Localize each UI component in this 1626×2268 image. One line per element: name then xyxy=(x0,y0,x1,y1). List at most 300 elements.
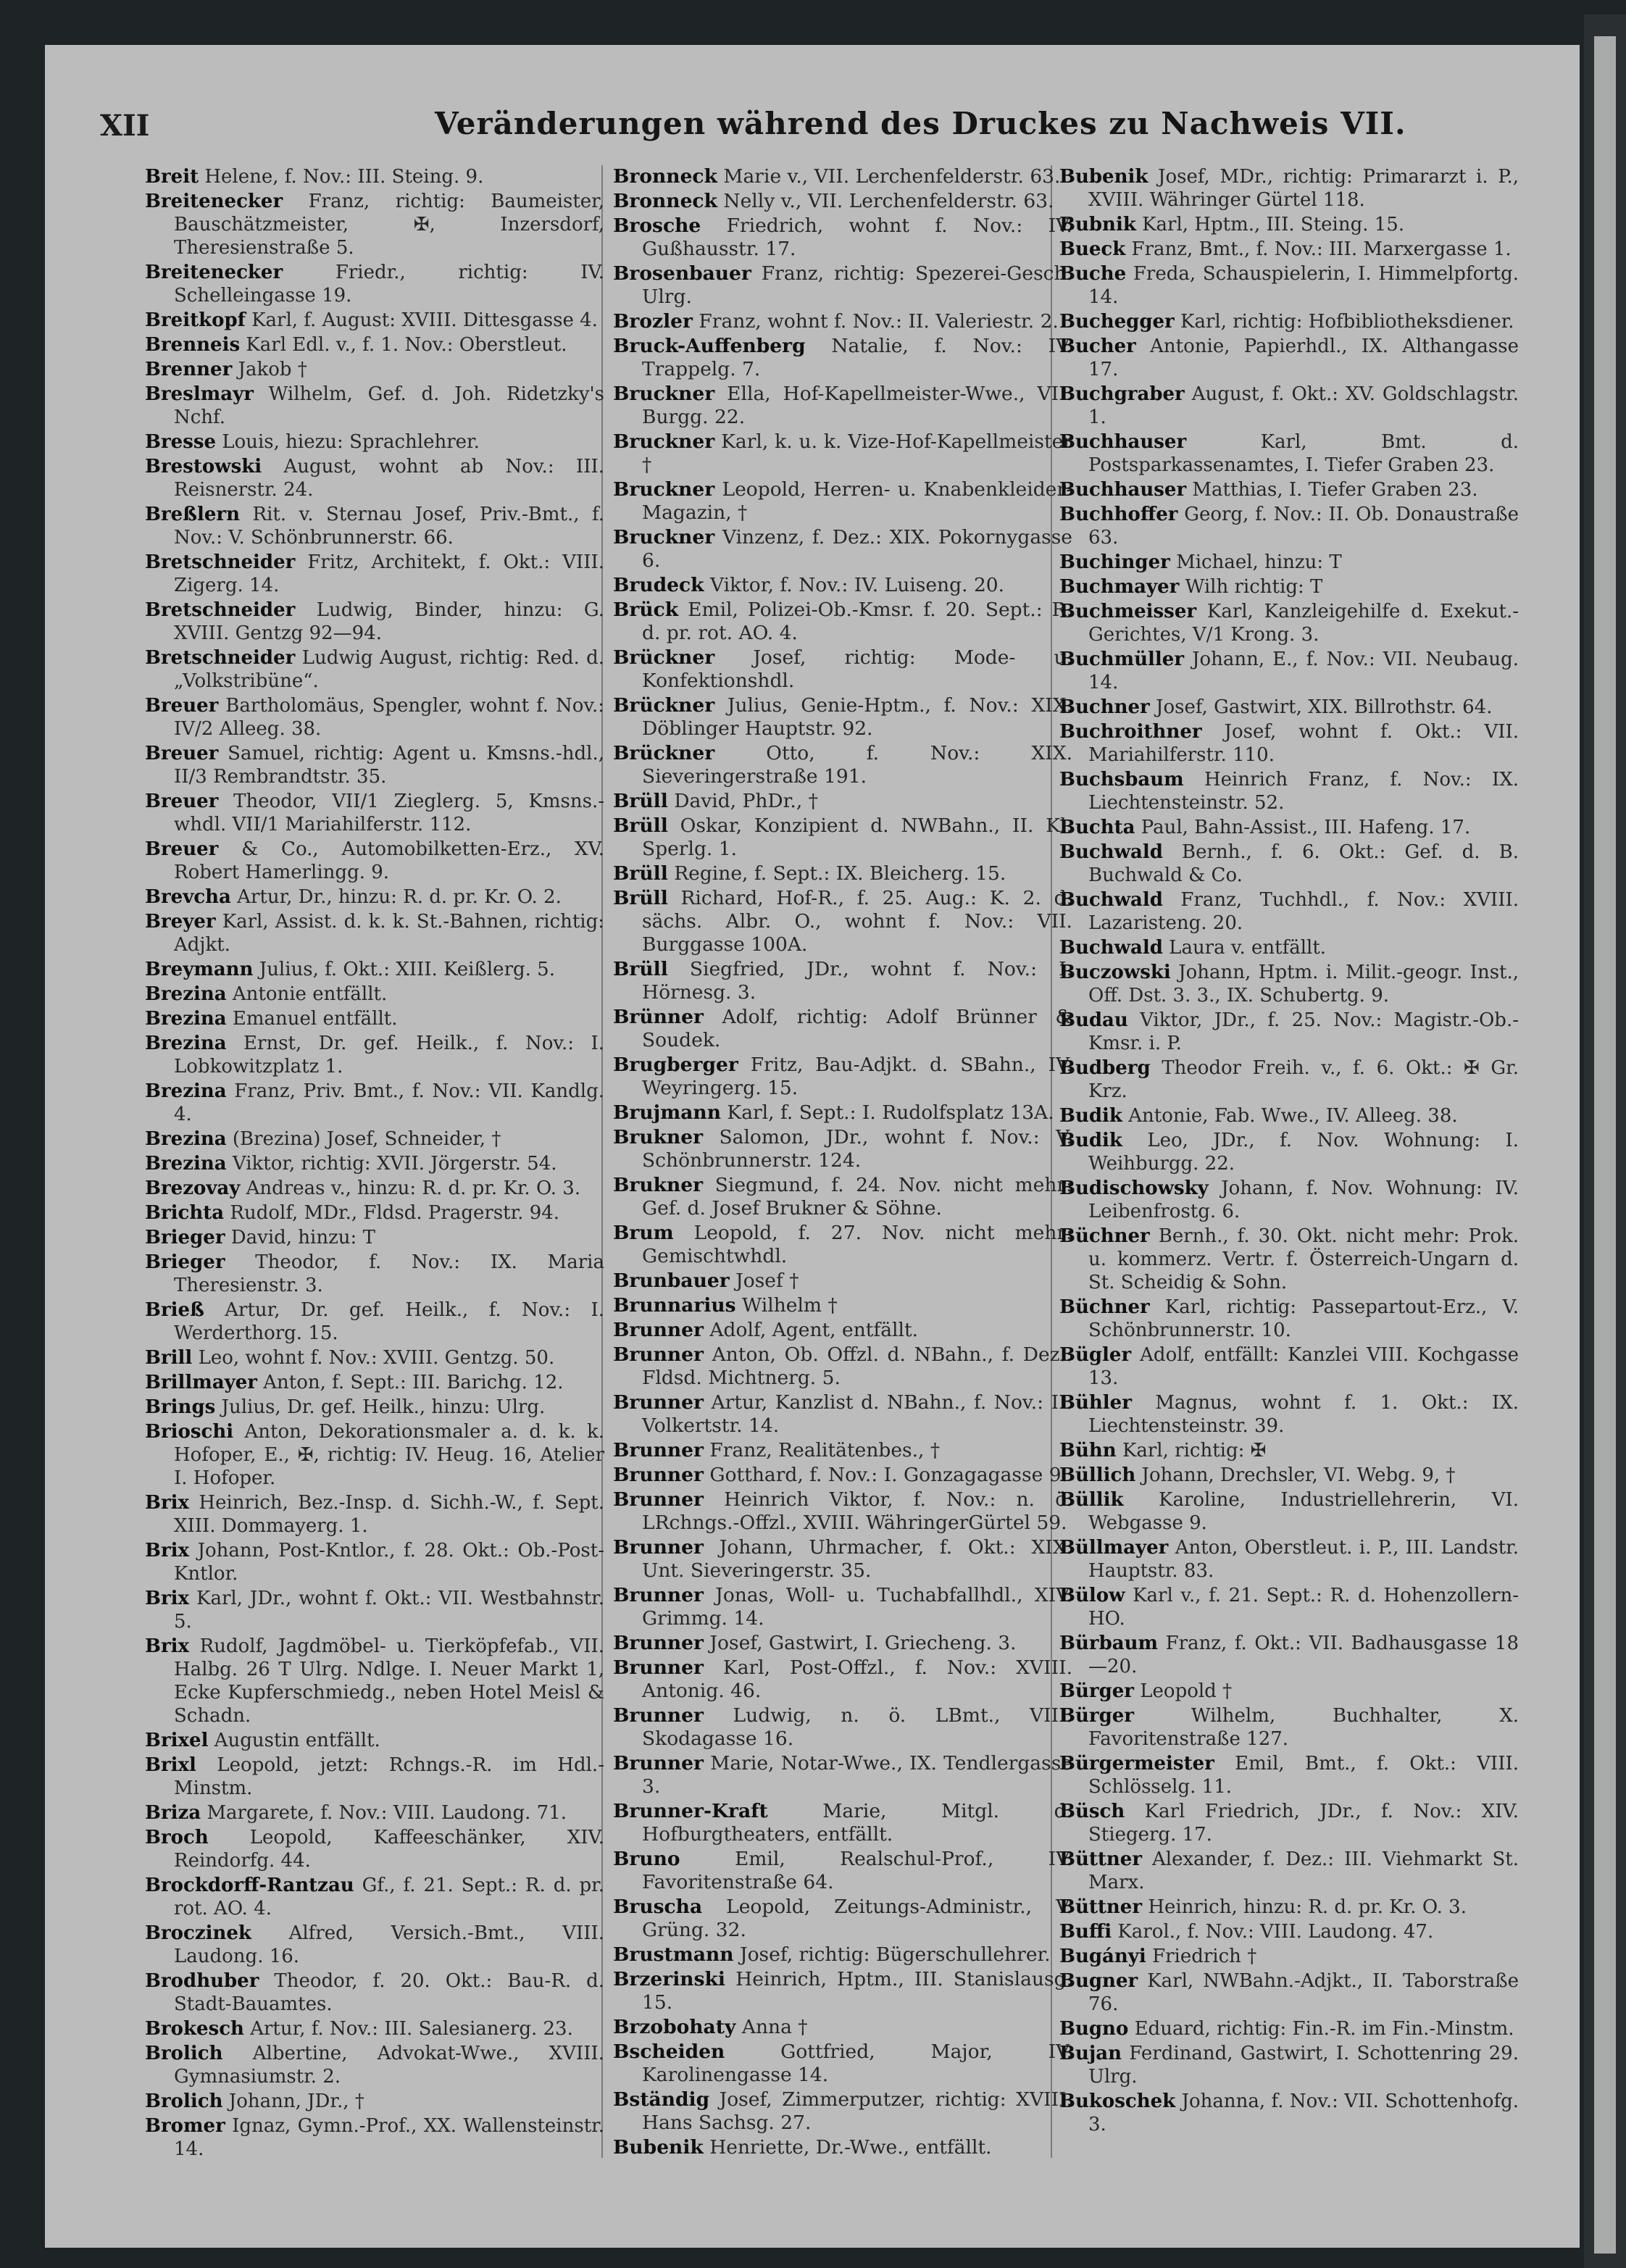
entry-details: Gotthard, f. Nov.: I. Gonzagagasse 9. xyxy=(709,1464,1068,1486)
entry-details: Karl, richtig: Passepartout-Erz., V. Schönbrunnerstr. 10. xyxy=(1088,1296,1519,1341)
entry-details: Karl, JDr., wohnt f. Okt.: VII. Westbahnstr. 5. xyxy=(174,1588,604,1633)
directory-entry xyxy=(1059,1536,1519,1583)
entry-surname: Brüll xyxy=(613,862,668,885)
directory-entry xyxy=(613,1896,1072,1942)
entry-details: Franz, Tuchhdl., f. Nov.: XVIII. Lazaristeng. 20. xyxy=(1088,889,1519,934)
entry-details: Marie v., VII. Lerchenfelderstr. 63. xyxy=(723,165,1061,188)
entry-details: Vinzenz, f. Dez.: XIX. Pokornygasse 6. xyxy=(642,526,1072,572)
entry-surname: Buchinger xyxy=(1059,551,1170,573)
entry-surname: Brudeck xyxy=(613,574,704,596)
entry-surname: Bubenik xyxy=(613,2136,704,2159)
directory-entry xyxy=(613,1101,1072,1125)
next-page-edge xyxy=(1594,36,1616,2254)
directory-entry xyxy=(1059,1752,1519,1798)
entry-details: Viktor, JDr., f. 25. Nov.: Magistr.-Ob.-Kmsr. i. P. xyxy=(1088,1009,1519,1054)
entry-details: Leopold, Zeitungs-Administr., V. Grüng. 32. xyxy=(642,1896,1072,1941)
entry-details: Jonas, Woll- u. Tuchabfallhdl., XIV. Grimmg. 14. xyxy=(642,1584,1072,1630)
entry-surname: Brix xyxy=(145,1492,190,1514)
directory-entry xyxy=(1059,335,1519,381)
directory-entry xyxy=(613,430,1072,477)
directory-entry xyxy=(145,261,604,307)
directory-entry xyxy=(613,790,1072,813)
entry-surname: Buchgraber xyxy=(1059,383,1185,405)
entry-details: Josef † xyxy=(735,1270,799,1292)
directory-entry xyxy=(145,2114,604,2161)
entry-surname: Brüll xyxy=(613,790,668,812)
entry-surname: Buchta xyxy=(1059,817,1135,838)
entry-details: Josef, MDr., richtig: Primararzt i. P., XVIII. Währinger Gürtel 118. xyxy=(1088,166,1519,211)
directory-entry xyxy=(145,551,604,597)
directory-entry xyxy=(613,1391,1072,1438)
entry-surname: Bresse xyxy=(145,431,217,453)
entry-surname: Brixel xyxy=(145,1730,209,1751)
entry-details: Antonie, Fab. Wwe., IV. Alleeg. 38. xyxy=(1128,1105,1458,1127)
directory-entry xyxy=(145,165,604,188)
directory-entry xyxy=(1059,213,1519,236)
entry-surname: Brosenbauer xyxy=(613,262,751,285)
entry-surname: Bukoschek xyxy=(1059,2090,1176,2112)
entry-surname: Brüll xyxy=(613,958,668,980)
entry-details: Karl, NWBahn.-Adjkt., II. Taborstraße 76. xyxy=(1088,1970,1519,2015)
entry-details: Karl, Assist. d. k. k. St.-Bahnen, richtig: Adjkt. xyxy=(174,911,605,956)
entry-surname: Brillmayer xyxy=(145,1372,258,1393)
directory-entry xyxy=(1059,1056,1519,1103)
entry-surname: Brunner xyxy=(613,1464,704,1486)
entry-details: Oskar, Konzipient d. NWBahn., II. Kl. Sperlg. 1. xyxy=(642,814,1072,860)
entry-surname: Bürger xyxy=(1059,1680,1134,1702)
entry-details: Franz, f. Okt.: VII. Badhausgasse 18—20. xyxy=(1088,1633,1519,1677)
entry-details: Wilhelm, Gef. d. Joh. Ridetzky's Nchf. xyxy=(174,383,605,428)
entry-details: Karl, k. u. k. Vize-Hof-Kapellmeister † xyxy=(642,430,1072,476)
entry-details: Artur, Kanzlist d. NBahn., f. Nov.: II. Volkertstr. 14. xyxy=(642,1391,1072,1437)
entry-details: David, hinzu: T xyxy=(230,1227,375,1248)
entry-details: Emil, Polizei-Ob.-Kmsr. f. 20. Sept.: R. d. pr. rot. AO. 4. xyxy=(642,599,1072,644)
entry-details: Friedrich † xyxy=(1152,1946,1257,1967)
entry-surname: Brieger xyxy=(145,1227,225,1248)
directory-entry xyxy=(145,1922,604,1968)
directory-entry xyxy=(145,1826,604,1872)
directory-entry xyxy=(145,190,604,259)
directory-entry xyxy=(613,1968,1072,2014)
entry-surname: Bruckner xyxy=(613,430,715,453)
entry-surname: Brenner xyxy=(145,359,233,380)
directory-entry xyxy=(145,333,604,357)
entry-details: Eduard, richtig: Fin.-R. im Fin.-Minstm. xyxy=(1134,2018,1514,2040)
entry-surname: Brunner-Kraft xyxy=(613,1800,768,1822)
directory-entry xyxy=(145,1420,604,1490)
entry-details: Josef, wohnt f. Okt.: VII. Mariahilferstr. 110. xyxy=(1088,721,1519,766)
directory-entry xyxy=(613,1270,1072,1293)
entry-details: Ernst, Dr. gef. Heilk., f. Nov.: I. Lobkowitzplatz 1. xyxy=(174,1033,604,1077)
entry-surname: Briza xyxy=(145,1802,201,1824)
directory-entry xyxy=(1059,1800,1519,1846)
entry-surname: Budischowsky xyxy=(1059,1177,1209,1199)
entry-surname: Buchner xyxy=(1059,696,1150,718)
entry-surname: Büchner xyxy=(1059,1296,1150,1318)
entry-details: Heinrich Viktor, f. Nov.: n. ö. LRchngs.-Offzl., XVIII. WähringerGürtel 59. xyxy=(642,1488,1072,1534)
directory-entry xyxy=(1059,1632,1519,1678)
entry-details: Heinrich, hinzu: R. d. pr. Kr. O. 3. xyxy=(1148,1896,1467,1918)
entry-surname: Brukner xyxy=(613,1126,704,1148)
entry-surname: Brings xyxy=(145,1396,216,1418)
entry-surname: Brenneis xyxy=(145,334,241,356)
directory-entry xyxy=(1059,383,1519,429)
entry-details: Anton, Oberstleut. i. P., III. Landstr. Hauptstr. 83. xyxy=(1088,1537,1519,1582)
entry-details: Johanna, f. Nov.: VII. Schottenhofg. 3. xyxy=(1088,2090,1519,2135)
directory-entry xyxy=(145,430,604,454)
directory-entry xyxy=(145,1635,604,1727)
entry-details: Johann, Drechsler, VI. Webg. 9, † xyxy=(1141,1464,1456,1486)
directory-entry xyxy=(145,503,604,549)
entry-details: Ludwig, Binder, hinzu: G. XVIII. Gentzg 92—94. xyxy=(174,599,604,644)
directory-entry xyxy=(1059,1969,1519,2016)
entry-details: Karl, Kanzleigehilfe d. Exekut.-Gerichtes, V/1 Krong. 3. xyxy=(1088,601,1519,646)
directory-entry xyxy=(145,1754,604,1800)
directory-entry xyxy=(613,862,1072,885)
entry-surname: Breuer xyxy=(145,791,219,812)
directory-entry xyxy=(613,1126,1072,1172)
directory-entry xyxy=(1059,1177,1519,1223)
entry-details: Paul, Bahn-Assist., III. Hafeng. 17. xyxy=(1141,817,1471,838)
entry-surname: Bscheiden xyxy=(613,2040,725,2063)
entry-surname: Brix xyxy=(145,1588,190,1609)
entry-details: Karl, Post-Offzl., f. Nov.: XVIII. Antonig. 46. xyxy=(642,1656,1072,1702)
entry-details: Leopold, f. 27. Nov. nicht mehr: Gemischtwhdl. xyxy=(642,1222,1072,1267)
entry-surname: Buchegger xyxy=(1059,311,1175,333)
directory-entry xyxy=(613,958,1072,1004)
directory-entry xyxy=(613,165,1072,188)
directory-entry xyxy=(1059,888,1519,935)
entry-surname: Büchner xyxy=(1059,1225,1150,1247)
directory-entry xyxy=(145,742,604,788)
entry-surname: Brichta xyxy=(145,1202,225,1224)
entry-surname: Bronneck xyxy=(613,165,717,188)
directory-entry xyxy=(1059,1296,1519,1342)
entry-surname: Brunner xyxy=(613,1656,704,1679)
entry-details: Johann, Hptm. i. Milit.-geogr. Inst., Off. Dst. 3. 3., IX. Schubertg. 9. xyxy=(1088,962,1519,1006)
entry-details: Anton, f. Sept.: III. Barichg. 12. xyxy=(263,1372,564,1393)
directory-entry xyxy=(1059,1009,1519,1055)
entry-surname: Bürger xyxy=(1059,1705,1134,1727)
entry-surname: Brezina xyxy=(145,1080,227,1102)
directory-entry xyxy=(1059,768,1519,814)
directory-entry xyxy=(613,574,1072,597)
entry-details: Helene, f. Nov.: III. Steing. 9. xyxy=(204,166,484,188)
page-title: Veränderungen während des Druckes zu Nachweis VII. xyxy=(435,106,1406,141)
directory-entry xyxy=(613,383,1072,429)
entry-surname: Brestowski xyxy=(145,456,262,478)
directory-entry xyxy=(1059,720,1519,767)
directory-entry xyxy=(145,358,604,381)
entry-surname: Bronneck xyxy=(613,190,717,212)
entry-details: Karl Friedrich, JDr., f. Nov.: XIV. Stiegerg. 17. xyxy=(1088,1801,1519,1846)
directory-entry xyxy=(1059,816,1519,839)
directory-entry xyxy=(1059,648,1519,694)
column-1 xyxy=(145,165,604,2162)
entry-surname: Brieger xyxy=(145,1251,225,1273)
directory-entry xyxy=(145,1371,604,1394)
entry-surname: Broczinek xyxy=(145,1922,251,1944)
directory-entry xyxy=(613,1222,1072,1268)
directory-entry xyxy=(1059,2042,1519,2088)
entry-details: Karl, f. Sept.: I. Rudolfsplatz 13A. xyxy=(727,1101,1054,1124)
entry-details: Leopold, jetzt: Rchngs.-R. im Hdl.-Minstm. xyxy=(174,1754,604,1799)
entry-details: Johann, Post-Kntlor., f. 28. Okt.: Ob.-Post-Kntlor. xyxy=(174,1540,604,1585)
directory-entry xyxy=(1059,1848,1519,1894)
entry-surname: Bubnik xyxy=(1059,214,1136,235)
directory-entry xyxy=(613,2088,1072,2135)
entry-surname: Brückner xyxy=(613,742,715,764)
entry-details: Franz, Priv. Bmt., f. Nov.: VII. Kandlg. 4. xyxy=(174,1080,604,1125)
entry-surname: Brolich xyxy=(145,2090,223,2112)
directory-entry xyxy=(1059,1439,1519,1462)
entry-surname: Bruno xyxy=(613,1848,680,1870)
entry-details: Louis, hiezu: Sprachlehrer. xyxy=(222,431,480,453)
directory-entry xyxy=(145,1226,604,1249)
entry-surname: Brunner xyxy=(613,1391,704,1414)
entry-details: Samuel, richtig: Agent u. Kmsns.-hdl., II/3 Rembrandtstr. 35. xyxy=(174,743,605,788)
entry-details: Antonie entfällt. xyxy=(232,983,388,1005)
directory-entry xyxy=(1059,310,1519,333)
entry-surname: Broch xyxy=(145,1827,209,1848)
entry-surname: Brezovay xyxy=(145,1177,241,1199)
entry-details: Wilhelm, Buchhalter, X. Favoritenstraße 127. xyxy=(1088,1705,1519,1750)
entry-details: Albertine, Advokat-Wwe., XVIII. Gymnasiumstr. 2. xyxy=(174,2043,605,2088)
entry-surname: Brüll xyxy=(613,814,668,837)
directory-entry xyxy=(613,1704,1072,1751)
directory-entry xyxy=(613,1054,1072,1100)
entry-surname: Breuer xyxy=(145,743,219,764)
directory-entry xyxy=(613,1439,1072,1462)
entry-details: Ludwig, n. ö. LBmt., VIII. Skodagasse 16. xyxy=(642,1704,1072,1750)
entry-surname: Bruckner xyxy=(613,478,715,501)
directory-entry xyxy=(613,646,1072,693)
entry-details: Heinrich, Hptm., III. Stanislausg. 15. xyxy=(642,1968,1072,2014)
directory-entry xyxy=(145,1007,604,1030)
entry-surname: Bruscha xyxy=(613,1896,703,1918)
entry-details: Franz, richtig: Spezerei-Gesch. Ulrg. xyxy=(642,262,1072,308)
entry-details: August, f. Okt.: XV. Goldschlagstr. 1. xyxy=(1088,383,1519,428)
entry-details: Bernh., f. 30. Okt. nicht mehr: Prok. u. kommerz. Vertr. f. Österreich-Ungarn d. St. Scheidig & Sohn. xyxy=(1088,1225,1519,1293)
directory-entry xyxy=(1059,1680,1519,1703)
entry-surname: Bühler xyxy=(1059,1392,1132,1414)
entry-details: Rit. v. Sternau Josef, Priv.-Bmt., f. Nov.: V. Schönbrunnerstr. 66. xyxy=(174,504,604,549)
directory-entry xyxy=(145,383,604,429)
entry-details: Siegmund, f. 24. Nov. nicht mehr: Gef. d. Josef Brukner & Söhne. xyxy=(642,1174,1072,1220)
entry-details: Andreas v., hinzu: R. d. pr. Kr. O. 3. xyxy=(246,1177,581,1199)
directory-entry xyxy=(145,2042,604,2088)
entry-surname: Brunnarius xyxy=(613,1294,736,1317)
directory-entry xyxy=(613,1536,1072,1583)
entry-surname: Brum xyxy=(613,1222,674,1244)
entry-details: Viktor, richtig: XVII. Jörgerstr. 54. xyxy=(232,1153,557,1175)
entry-details: Adolf, richtig: Adolf Brünner & Soudek. xyxy=(642,1006,1072,1051)
directory-entry xyxy=(145,2017,604,2040)
entry-surname: Brezina xyxy=(145,1128,227,1150)
entry-surname: Brunbauer xyxy=(613,1270,730,1292)
entry-details: Leopold, Herren- u. Knabenkleider-Magazin, † xyxy=(642,478,1072,524)
entry-surname: Bugányi xyxy=(1059,1946,1146,1967)
page-folio: XII xyxy=(100,109,150,143)
entry-details: Ludwig August, richtig: Red. d. „Volkstribüne“. xyxy=(174,647,605,692)
entry-details: Alfred, Versich.-Bmt., VIII. Laudong. 16. xyxy=(174,1922,605,1967)
entry-details: Karl, richtig: ✠ xyxy=(1122,1440,1267,1462)
entry-details: Karoline, Industriellehrerin, VI. Webgasse 9. xyxy=(1088,1489,1519,1534)
directory-entry xyxy=(1059,936,1519,959)
directory-entry xyxy=(145,958,604,981)
entry-surname: Brezina xyxy=(145,1153,227,1175)
entry-surname: Breuer xyxy=(145,695,219,717)
directory-entry xyxy=(613,2136,1072,2159)
entry-surname: Buczowski xyxy=(1059,962,1171,983)
entry-surname: Bujan xyxy=(1059,2043,1122,2064)
entry-surname: Brix xyxy=(145,1540,190,1562)
directory-entry xyxy=(1059,575,1519,599)
entry-details: Artur, f. Nov.: III. Salesianerg. 23. xyxy=(250,2018,573,2040)
entry-details: Rudolf, MDr., Fldsd. Pragerstr. 94. xyxy=(230,1202,560,1224)
entry-surname: Büllmayer xyxy=(1059,1537,1169,1559)
entry-surname: Brunner xyxy=(613,1752,704,1775)
directory-entry xyxy=(1059,2017,1519,2040)
directory-entry xyxy=(613,1632,1072,1655)
entry-surname: Bruckner xyxy=(613,383,715,405)
entry-surname: Buchmeisser xyxy=(1059,601,1197,622)
entry-details: Marie, Notar-Wwe., IX. Tendlergasse 3. xyxy=(642,1752,1072,1798)
entry-details: Johann, f. Nov. Wohnung: IV. Leibenfrostg. 6. xyxy=(1088,1177,1519,1222)
entry-surname: Buchhoffer xyxy=(1059,504,1178,525)
directory-entry xyxy=(613,214,1072,261)
entry-surname: Brukner xyxy=(613,1174,704,1196)
entry-surname: Buchhauser xyxy=(1059,479,1187,501)
entry-surname: Brezina xyxy=(145,983,227,1005)
entry-surname: Breuer xyxy=(145,838,219,860)
directory-entry xyxy=(145,599,604,645)
entry-details: Richard, Hof-R., f. 25. Aug.: K. 2. d. sächs. Albr. O., wohnt f. Nov.: VII. Burggasse 100A. xyxy=(642,887,1072,956)
entry-surname: Brolich xyxy=(145,2043,223,2064)
entry-details: Julius, Dr. gef. Heilk., hinzu: Ulrg. xyxy=(221,1396,546,1418)
entry-surname: Breymann xyxy=(145,959,254,980)
entry-details: Salomon, JDr., wohnt f. Nov.: V. Schönbrunnerstr. 124. xyxy=(642,1126,1072,1172)
entry-surname: Budik xyxy=(1059,1105,1122,1127)
directory-entry xyxy=(145,1587,604,1633)
entry-surname: Brunner xyxy=(613,1584,704,1606)
entry-details: Ignaz, Gymn.-Prof., XX. Wallensteinstr. 14. xyxy=(174,2115,604,2160)
directory-entry xyxy=(145,1801,604,1825)
entry-surname: Bruck-Auffenberg xyxy=(613,335,806,357)
entry-surname: Bügler xyxy=(1059,1344,1132,1366)
entry-surname: Breyer xyxy=(145,911,216,933)
entry-surname: Bugno xyxy=(1059,2018,1129,2040)
directory-entry xyxy=(145,1396,604,1419)
entry-surname: Brünner xyxy=(613,1006,704,1028)
directory-entry xyxy=(145,2090,604,2113)
entry-details: Leo, wohnt f. Nov.: XVIII. Gentzg. 50. xyxy=(198,1347,555,1369)
entry-details: Leopold, Kaffeeschänker, XIV. Reindorfg. 44. xyxy=(174,1827,604,1872)
directory-entry xyxy=(613,2016,1072,2039)
directory-entry xyxy=(613,1464,1072,1487)
directory-entry xyxy=(1059,503,1519,549)
directory-entry xyxy=(1059,841,1519,887)
entry-surname: Bucher xyxy=(1059,335,1136,357)
directory-entry xyxy=(145,1298,604,1345)
entry-surname: Bretschneider xyxy=(145,599,296,621)
directory-entry xyxy=(145,455,604,501)
directory-entry xyxy=(613,1488,1072,1535)
entry-surname: Brix xyxy=(145,1635,190,1657)
entry-details: Friedrich, wohnt f. Nov.: IV. Gußhausstr. 17. xyxy=(642,214,1072,260)
entry-surname: Brugberger xyxy=(613,1054,738,1076)
entry-surname: Brezina xyxy=(145,1008,227,1030)
entry-surname: Bühn xyxy=(1059,1440,1117,1462)
directory-entry xyxy=(613,599,1072,645)
directory-entry xyxy=(145,1346,604,1369)
entry-details: Natalie, f. Nov.: IV. Trappelg. 7. xyxy=(642,335,1072,380)
directory-entry xyxy=(613,1174,1072,1220)
directory-entry xyxy=(145,1969,604,2016)
entry-surname: Brzobohaty xyxy=(613,2016,736,2038)
entry-details: Emil, Bmt., f. Okt.: VIII. Schlösselg. 11. xyxy=(1088,1753,1519,1798)
entry-surname: Brunner xyxy=(613,1439,704,1462)
directory-entry xyxy=(1059,961,1519,1007)
entry-details: Anna † xyxy=(741,2016,808,2038)
entry-details: Josef, richtig: Bügerschullehrer. xyxy=(739,1943,1051,1966)
directory-entry xyxy=(1059,1343,1519,1390)
directory-entry xyxy=(1059,238,1519,261)
entry-surname: Buchmayer xyxy=(1059,576,1180,598)
directory-entry xyxy=(1059,2090,1519,2136)
entry-surname: Brockdorff-Rantzau xyxy=(145,1875,354,1896)
entry-details: Ella, Hof-Kapellmeister-Wwe., VII. Burgg. 22. xyxy=(642,383,1072,428)
entry-surname: Brückner xyxy=(613,646,715,669)
entry-details: Theodor, f. Nov.: IX. Maria Theresienstr. 3. xyxy=(174,1251,604,1296)
entry-details: Friedr., richtig: IV. Schelleingasse 19. xyxy=(174,262,604,307)
directory-entry xyxy=(145,646,604,693)
entry-details: Leo, JDr., f. Nov. Wohnung: I. Weihburgg. 22. xyxy=(1088,1130,1519,1175)
entry-details: Georg, f. Nov.: II. Ob. Donaustraße 63. xyxy=(1088,504,1519,549)
entry-surname: Brixl xyxy=(145,1754,196,1776)
entry-details: Siegfried, JDr., wohnt f. Nov.: I. Hörnesg. 3. xyxy=(642,958,1072,1004)
entry-surname: Büllik xyxy=(1059,1489,1124,1511)
entry-surname: Bürbaum xyxy=(1059,1633,1159,1654)
entry-surname: Büttner xyxy=(1059,1896,1143,1918)
entry-details: Josef, Zimmerputzer, richtig: XVIII. Hans Sachsg. 27. xyxy=(642,2088,1072,2134)
directory-entry xyxy=(613,1848,1072,1894)
entry-details: Josef, Gastwirt, XIX. Billrothstr. 64. xyxy=(1156,696,1493,718)
entry-surname: Bromer xyxy=(145,2115,225,2137)
entry-surname: Brzerinski xyxy=(613,1968,725,1990)
entry-surname: Breitkopf xyxy=(145,309,246,331)
entry-details: Viktor, f. Nov.: IV. Luiseng. 20. xyxy=(709,574,1005,596)
entry-surname: Bruckner xyxy=(613,526,715,549)
entry-surname: Breitenecker xyxy=(145,191,283,212)
entry-details: David, PhDr., † xyxy=(674,790,818,812)
entry-details: Franz, richtig: Baumeister, Bauschätzmeister, ✠, Inzersdorf, Theresienstraße 5. xyxy=(174,191,605,259)
entry-details: Jakob † xyxy=(238,359,307,380)
entry-surname: Buchhauser xyxy=(1059,431,1187,453)
directory-entry xyxy=(613,1752,1072,1798)
entry-details: Artur, Dr., hinzu: R. d. pr. Kr. O. 2. xyxy=(237,886,562,908)
entry-details: Rudolf, Jagdmöbel- u. Tierköpfefab., VII. Halbg. 26 T Ulrg. Ndlge. I. Neuer Markt 1, Ecke Kupferschmiedg., neben Hotel Meisl & Schadn. xyxy=(174,1635,604,1727)
entry-details: Theodor, f. 20. Okt.: Bau-R. d. Stadt-Bauamtes. xyxy=(174,1970,605,2015)
entry-details: Wilh richtig: T xyxy=(1185,576,1323,598)
directory-entry xyxy=(145,983,604,1006)
entry-surname: Buchwald xyxy=(1059,889,1163,911)
entry-details: Freda, Schauspielerin, I. Himmelpfortg. 14. xyxy=(1088,263,1519,308)
entry-details: Theodor Freih. v., f. 6. Okt.: ✠ Gr. Krz. xyxy=(1088,1057,1519,1102)
entry-surname: Bretschneider xyxy=(145,647,296,669)
entry-details: Franz, wohnt f. Nov.: II. Valeriestr. 2. xyxy=(699,310,1059,333)
entry-details: Matthias, I. Tiefer Graben 23. xyxy=(1192,479,1478,501)
